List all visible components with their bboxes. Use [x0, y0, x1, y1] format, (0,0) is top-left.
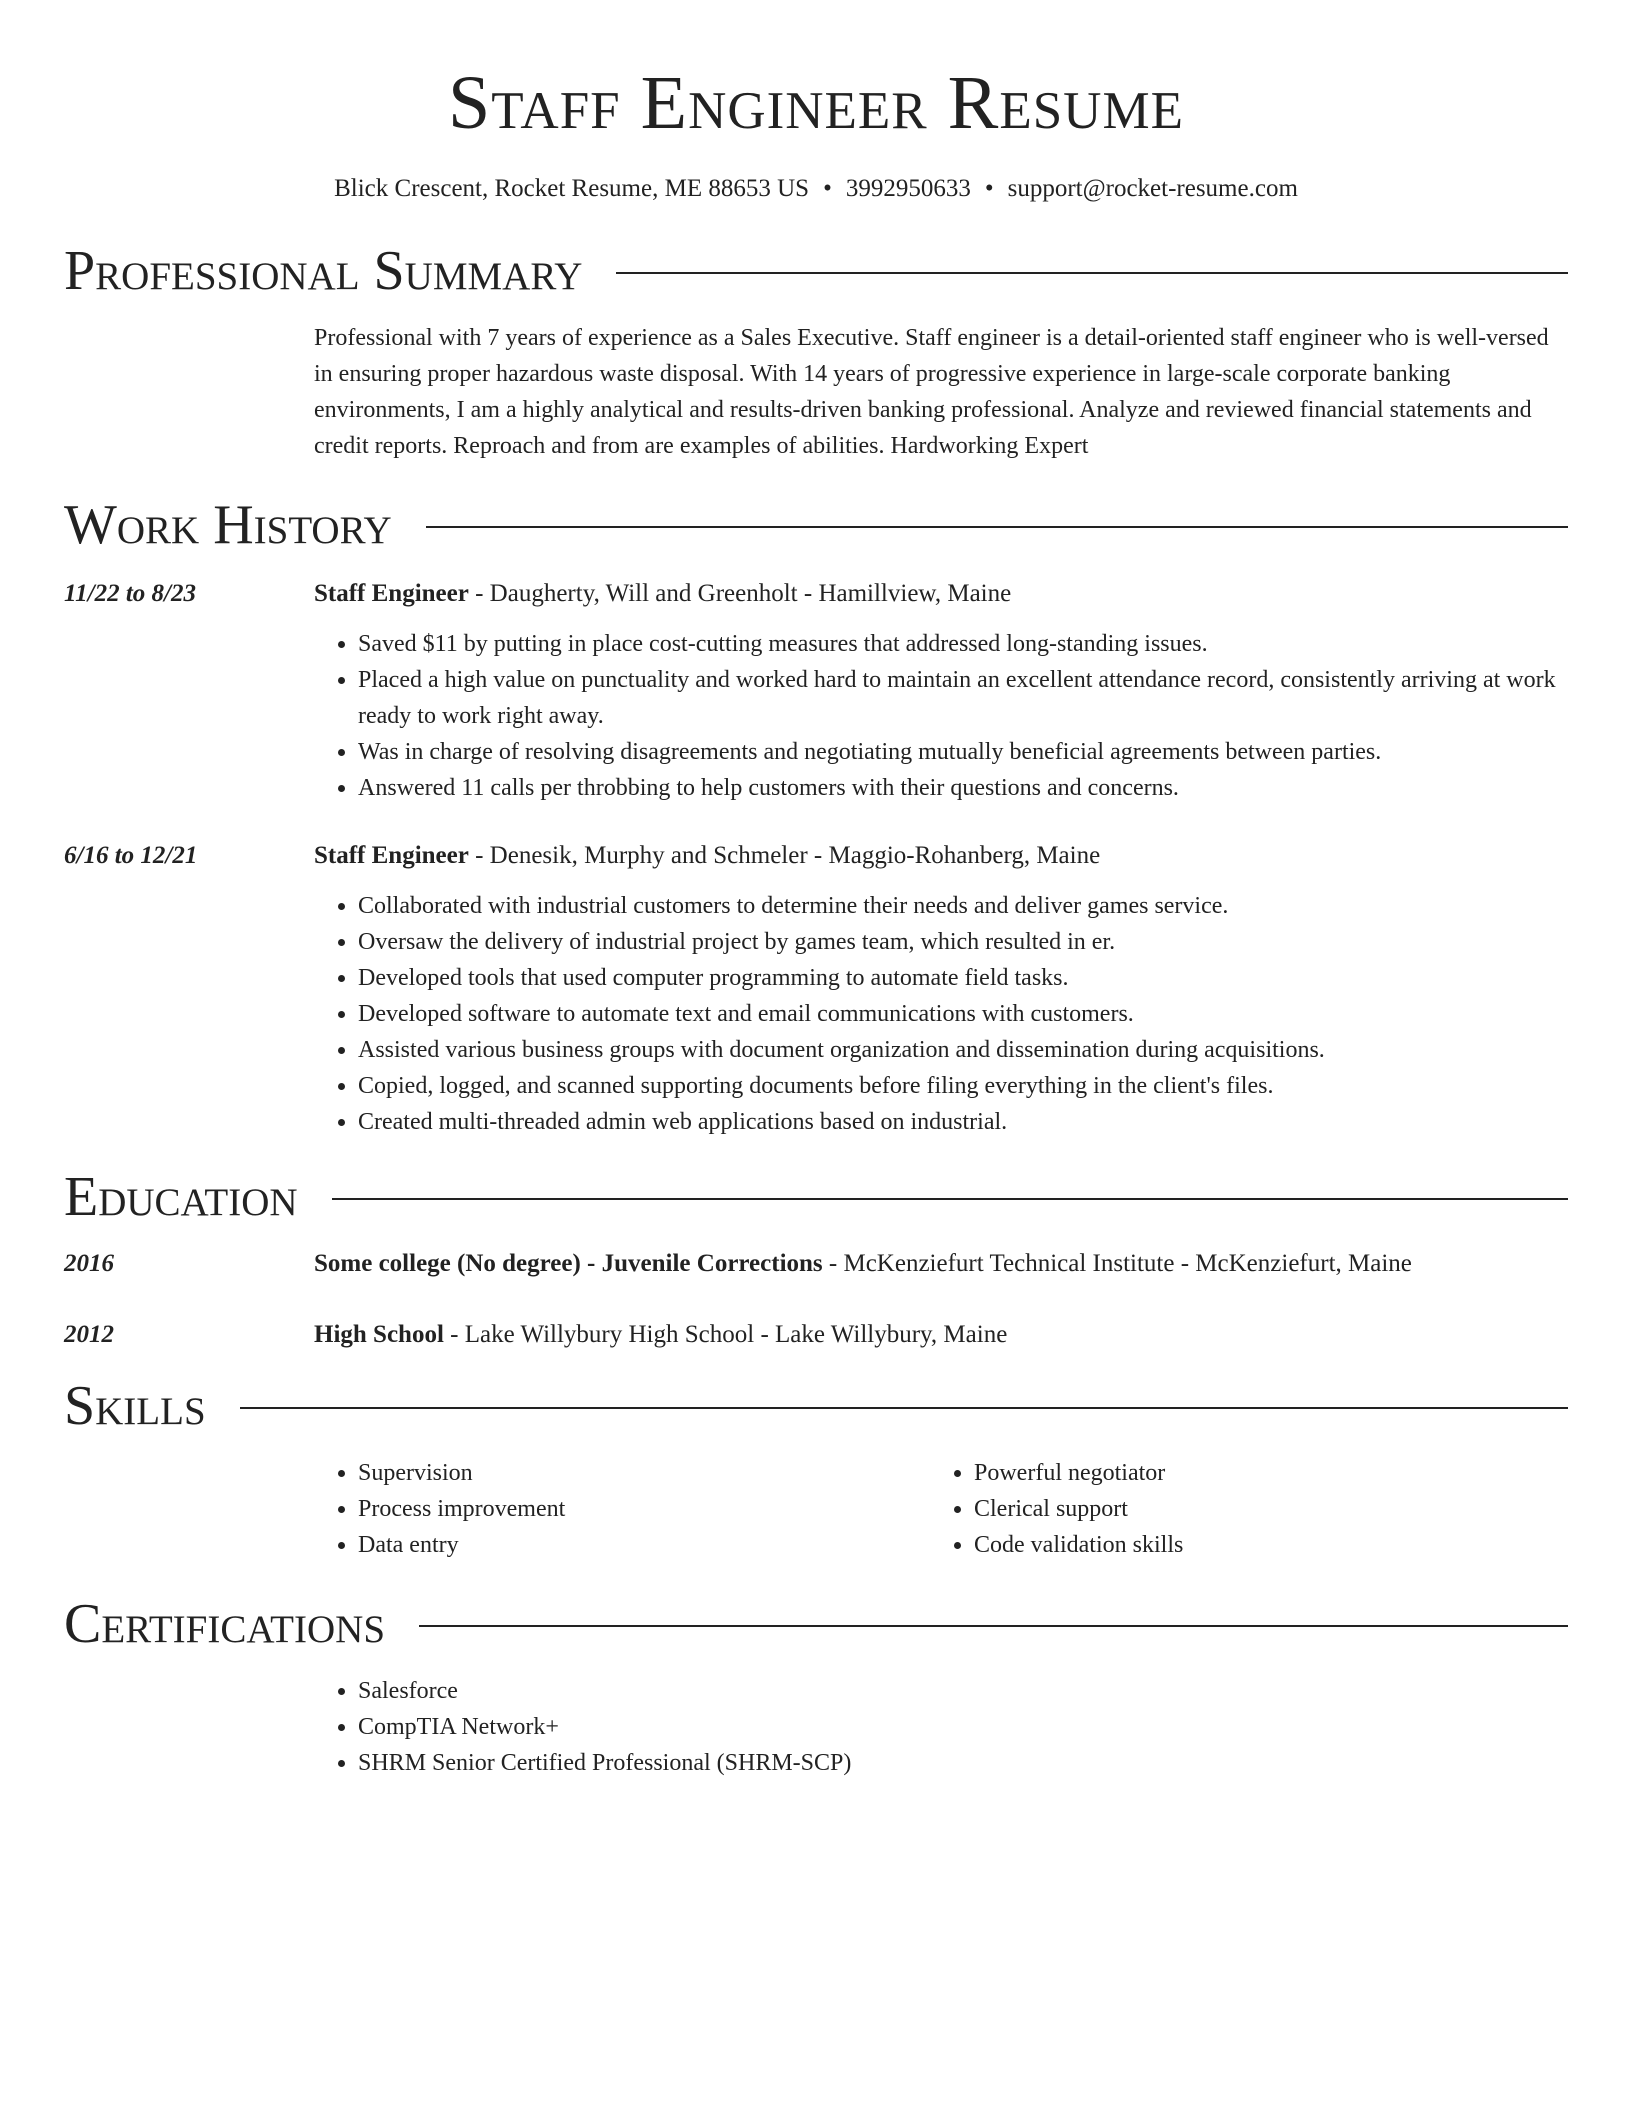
job-bullets: [314, 888, 1568, 1140]
education-school: - McKenziefurt Technical Institute - McKenziefurt, Maine: [822, 1250, 1412, 1277]
skills-column-left: [314, 1455, 930, 1563]
list-item: • Oversaw the delivery of industrial project by games team, which resulted in er.: [358, 924, 1568, 960]
education-degree: High School: [314, 1321, 444, 1348]
list-item: • Powerful negotiator: [974, 1455, 1546, 1491]
education-school: - Lake Willybury High School - Lake Willybury, Maine: [443, 1321, 1008, 1348]
list-item: • Answered 11 calls per throbbing to help customers with their questions and concerns.: [358, 770, 1568, 806]
contact-line: [64, 172, 1568, 206]
education-entry: [64, 1246, 1568, 1282]
section-divider: [426, 526, 1568, 528]
education-entry: [64, 1317, 1568, 1353]
education-year: 2016: [64, 1250, 114, 1277]
education-body: [314, 1317, 1568, 1353]
certifications-items: [314, 1673, 1568, 1781]
list-item: • Salesforce: [358, 1673, 1568, 1709]
section-title-skills: Skills: [64, 1375, 206, 1437]
section-title-summary: Professional Summary: [64, 240, 583, 302]
list-item: • Saved $11 by putting in place cost-cutting measures that addressed long-standing issues.: [358, 626, 1568, 662]
section-header-skills: [64, 1373, 1568, 1439]
job-employer: - Denesik, Murphy and Schmeler - Maggio-Rohanberg, Maine: [468, 842, 1101, 869]
summary-text: Professional with 7 years of experience as a Sales Executive. Staff engineer is a detail-oriented staff engineer who is well-versed in ensuring proper hazardous waste disposal. With 14 years of progressive experience in large-scale corporate banking environments, I am a highly analytical and results-driven banking professional. Analyze and reviewed financial statements and credit reports. Reproach and from are examples of abilities. Hardworking Expert: [314, 325, 1549, 459]
contact-separator: •: [823, 175, 832, 202]
job-bullets: [314, 626, 1568, 806]
section-header-summary: [64, 238, 1568, 304]
list-item: • Clerical support: [974, 1491, 1546, 1527]
skills-column-right: [930, 1455, 1546, 1563]
list-item: • CompTIA Network+: [358, 1709, 1568, 1745]
section-title-education: Education: [64, 1166, 298, 1228]
list-item: • Collaborated with industrial customers to determine their needs and deliver games service.: [358, 888, 1568, 924]
list-item: • Was in charge of resolving disagreements and negotiating mutually beneficial agreements between parties.: [358, 734, 1568, 770]
certifications-list: [314, 1673, 1568, 1781]
contact-address: Blick Crescent, Rocket Resume, ME 88653 US: [334, 175, 810, 202]
section-title-certifications: Certifications: [64, 1593, 386, 1655]
education-body: [314, 1246, 1568, 1282]
list-item: • Code validation skills: [974, 1527, 1546, 1563]
job-body: [314, 838, 1568, 1140]
list-item: • Developed tools that used computer programming to automate field tasks.: [358, 960, 1568, 996]
section-header-work: [64, 492, 1568, 558]
section-divider: [419, 1625, 1568, 1627]
list-item: • Created multi-threaded admin web applications based on industrial.: [358, 1104, 1568, 1140]
job-heading: [314, 576, 1568, 612]
job-title: Staff Engineer: [314, 842, 469, 869]
skills-list: [314, 1455, 1568, 1563]
job-entry: [64, 576, 1568, 806]
job-dates: 11/22 to 8/23: [64, 580, 196, 607]
resume-title: Staff Engineer Resume: [448, 61, 1184, 145]
list-item: • Assisted various business groups with document organization and dissemination during acquisitions.: [358, 1032, 1568, 1068]
job-employer: - Daugherty, Will and Greenholt - Hamillview, Maine: [468, 580, 1012, 607]
section-divider: [240, 1407, 1568, 1409]
contact-phone: 3992950633: [845, 175, 971, 202]
job-dates: 6/16 to 12/21: [64, 842, 198, 869]
job-entry: [64, 838, 1568, 1140]
list-item: • Data entry: [358, 1527, 930, 1563]
contact-separator: •: [984, 175, 994, 202]
list-item: • Supervision: [358, 1455, 930, 1491]
education-degree: Some college (No degree) - Juvenile Corrections: [314, 1250, 823, 1277]
contact-email: support@rocket-resume.com: [1007, 175, 1298, 202]
section-header-certifications: [64, 1591, 1568, 1657]
section-divider: [332, 1198, 1568, 1200]
education-year: 2012: [64, 1321, 114, 1348]
list-item: • Process improvement: [358, 1491, 930, 1527]
list-item: • Copied, logged, and scanned supporting documents before filing everything in the client's files.: [358, 1068, 1568, 1104]
section-title-work: Work History: [64, 494, 392, 556]
list-item: • Developed software to automate text and email communications with customers.: [358, 996, 1568, 1032]
section-divider: [616, 272, 1568, 274]
section-header-education: [64, 1164, 1568, 1230]
list-item: • Placed a high value on punctuality and worked hard to maintain an excellent attendance record, consistently arriving at work ready to work right away.: [358, 662, 1568, 734]
job-body: [314, 576, 1568, 806]
job-heading: [314, 838, 1568, 874]
list-item: • SHRM Senior Certified Professional (SHRM-SCP): [358, 1745, 1568, 1781]
job-title: Staff Engineer: [314, 580, 469, 607]
